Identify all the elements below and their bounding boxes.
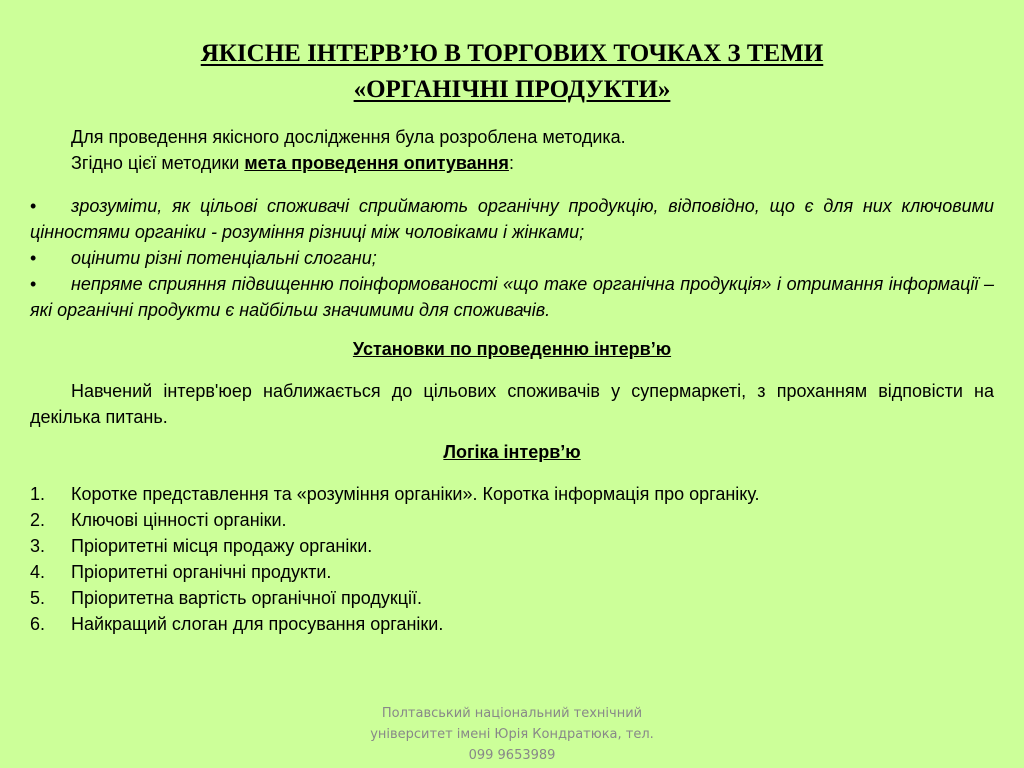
- goal-label: мета проведення опитування: [244, 153, 509, 173]
- item-text: Коротке представлення та «розуміння органіки». Коротка інформація про органіку.: [71, 484, 760, 504]
- bullet-icon: •: [30, 196, 37, 216]
- bullet-icon: •: [30, 248, 37, 268]
- footer-line-3: 099 9653989: [468, 748, 556, 763]
- item-number: 1.: [30, 484, 46, 504]
- item-text: Пріоритетні органічні продукти.: [71, 562, 332, 582]
- title-line-2: «ОРГАНІЧНІ ПРОДУКТИ»: [353, 76, 671, 103]
- intro-paragraph: [30, 124, 994, 176]
- item-number: 4.: [30, 562, 46, 582]
- footer-line-1: Полтавський національний технічний: [381, 706, 643, 721]
- logic-item-5: [30, 585, 994, 611]
- logic-item-4: [30, 559, 994, 585]
- title-line-1: ЯКІСНЕ ІНТЕРВ’Ю В ТОРГОВИХ ТОЧКАХ З ТЕМИ: [200, 40, 824, 67]
- item-text: Ключові цінності органіки.: [71, 510, 287, 530]
- goal-item-3: [30, 271, 994, 323]
- intro-line-2: [30, 150, 994, 176]
- goal-text: зрозуміти, як цільові споживачі сприймають органічну продукцію, відповідно, що є для них ключовими цінностями органіки - розуміння різниці між чоловіками і жінками;: [30, 196, 994, 242]
- logic-item-6: [30, 611, 994, 637]
- logic-list: [30, 481, 994, 637]
- item-text: Найкращий слоган для просування органіки.: [71, 614, 444, 634]
- item-number: 2.: [30, 510, 46, 530]
- intro-line-2-suffix: :: [508, 153, 514, 173]
- slide-title: [60, 36, 964, 108]
- item-number: 6.: [30, 614, 46, 634]
- goals-list: [30, 193, 994, 323]
- goal-item-2: [30, 245, 994, 271]
- footer-contact: [312, 703, 712, 766]
- bullet-icon: •: [30, 274, 37, 294]
- item-text: Пріоритетні місця продажу органіки.: [71, 536, 373, 556]
- goal-text: непряме сприяння підвищенню поінформованості «що таке органічна продукція» і отримання інформації – які органічні продукти є найбільш значимими для споживачів.: [30, 274, 994, 320]
- logic-item-3: [30, 533, 994, 559]
- item-number: 3.: [30, 536, 46, 556]
- logic-heading: Логіка інтерв’ю: [443, 442, 581, 462]
- intro-line-2-prefix: Згідно цієї методики: [71, 153, 245, 173]
- item-text: Пріоритетна вартість органічної продукції.: [71, 588, 423, 608]
- logic-item-2: [30, 507, 994, 533]
- goal-text: оцінити різні потенціальні слогани;: [71, 248, 377, 268]
- approach-paragraph: Навчений інтерв'юер наближається до цільових споживачів у супермаркеті, з проханням відповісти на декілька питань.: [30, 381, 994, 427]
- logic-item-1: [30, 481, 994, 507]
- setup-heading: Установки по проведенню інтерв’ю: [352, 339, 672, 359]
- goal-item-1: [30, 193, 994, 245]
- intro-line-1: Для проведення якісного дослідження була розроблена методика.: [71, 127, 626, 147]
- item-number: 5.: [30, 588, 46, 608]
- footer-line-2: університет імені Юрія Кондратюка, тел.: [370, 727, 654, 742]
